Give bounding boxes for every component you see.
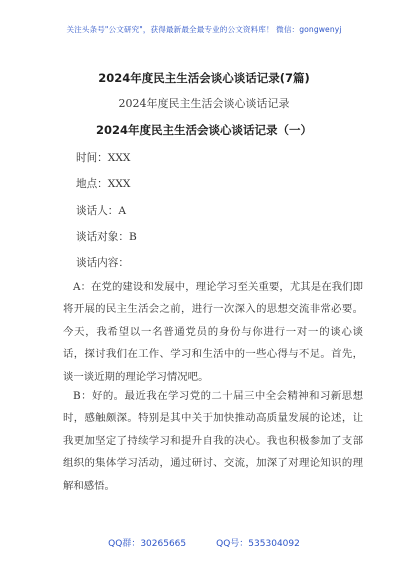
footer-qq-number: QQ号：535304092 <box>216 539 300 549</box>
footer-qq-group: QQ群：30265665 <box>108 539 187 549</box>
meta-speaker: 谈话人：A <box>76 205 127 217</box>
footer-contacts <box>0 536 408 549</box>
meta-place: 地点：XXX <box>76 178 131 190</box>
meta-content-label: 谈话内容： <box>76 257 129 269</box>
document-title: 2024年度民主生活会谈心谈话记录(7篇) <box>98 71 310 85</box>
meta-time: 时间：XXX <box>76 152 131 164</box>
section-title: 2024年度民主生活会谈心谈话记录（一） <box>95 123 312 137</box>
top-banner: 关注头条号"公文研究"，获得最新最全最专业的公文资料库！ 微信：gongwenyj <box>66 25 342 34</box>
paragraph-a: A：在党的建设和发展中，理论学习至关重要，尤其是在我们即将开展的民主生活会之前，进行一次深入的思想交流非常必要。今天，我希望以一名普通党员的身份与你进行一对一的谈心谈话，探讨我们在工作、学习和生活中的一些心得与不足。首先，谈一谈近期的理论学习情况吧。 <box>63 281 363 383</box>
document-subtitle: 2024年度民主生活会谈心谈话记录 <box>118 97 290 110</box>
paragraph-b: B：好的。最近我在学习党的二十届三中全会精神和习新思想时，感触颇深。特别是其中关于加快推动高质量发展的论述，让我更加坚定了持续学习和提升自我的决心。我也积极参加了支部组织的集体学习活动，通过研讨、交流，加深了对理论知识的理解和感悟。 <box>63 390 363 492</box>
meta-target: 谈话对象：B <box>76 231 137 243</box>
